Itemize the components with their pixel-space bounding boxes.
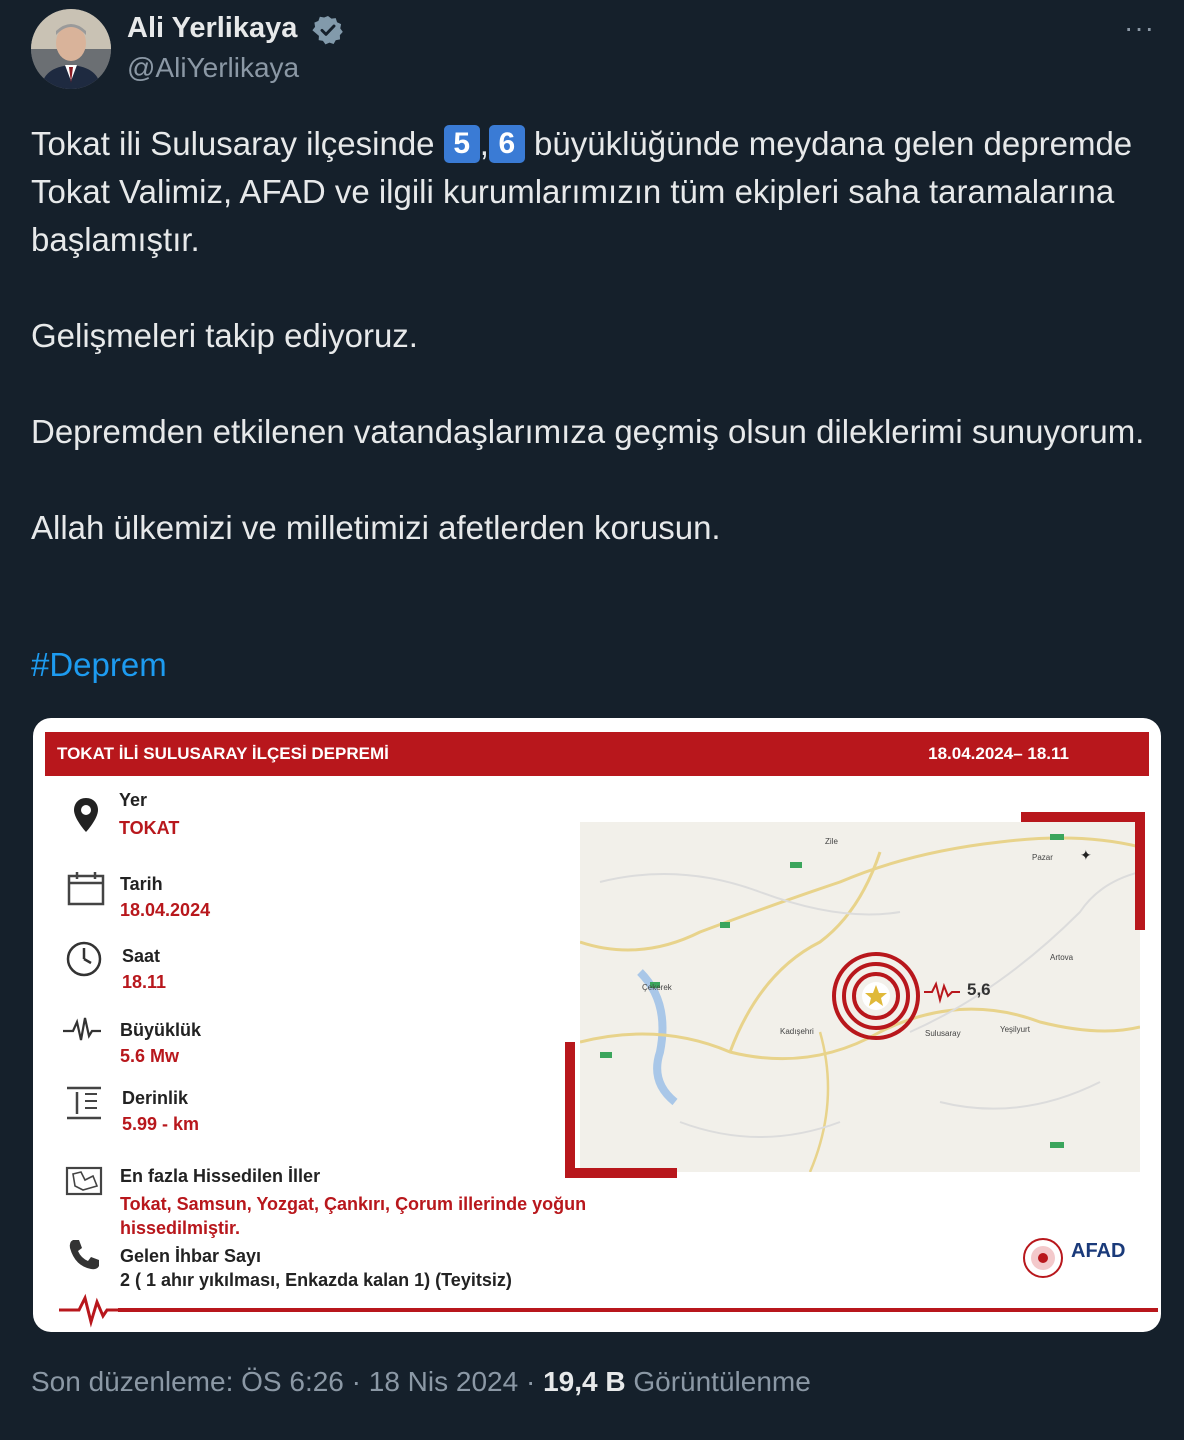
- frame-bracket-bottom-left: [565, 1042, 575, 1178]
- report-count-label: Gelen İhbar Sayı: [120, 1246, 262, 1266]
- svg-text:Kadışehri: Kadışehri: [780, 1027, 814, 1036]
- phone-icon: [63, 1234, 105, 1276]
- svg-text:Yeşilyurt: Yeşilyurt: [1000, 1025, 1030, 1034]
- frame-bracket-top-right: [1021, 812, 1145, 822]
- depth-value: 5.99 - km: [122, 1114, 200, 1134]
- magnitude-label: Büyüklük: [120, 1020, 202, 1040]
- location-label: Yer: [119, 790, 148, 810]
- time-value: 18.11: [122, 972, 167, 992]
- text-segment: ,: [479, 125, 489, 162]
- views-count[interactable]: 19,4 B: [543, 1366, 626, 1397]
- report-count-value: 2 ( 1 ahır yıkılması, Enkazda kalan 1) (Teyitsiz): [120, 1270, 512, 1290]
- keycap-6-emoji: 6: [489, 125, 525, 163]
- clock-icon: [63, 938, 105, 980]
- infographic-date: 18.04.2024– 18.11: [928, 744, 1069, 763]
- earthquake-map: [580, 822, 1140, 1172]
- infographic-title: TOKAT İLİ SULUSARAY İLÇESİ DEPREMİ: [57, 744, 389, 763]
- afad-logo-text: AFAD: [1071, 1240, 1126, 1262]
- location-value: TOKAT: [119, 818, 180, 838]
- tweet-paragraph-1: [31, 120, 1156, 264]
- footer-seismograph-icon: [59, 1292, 123, 1328]
- author-name[interactable]: Ali Yerlikaya: [127, 12, 298, 44]
- map-magnitude-label: 5,6: [967, 980, 991, 999]
- seismograph-icon: [61, 1010, 103, 1052]
- avatar[interactable]: [31, 9, 111, 89]
- edited-timestamp[interactable]: Son düzenleme: ÖS 6:26 · 18 Nis 2024 ·: [31, 1366, 544, 1397]
- svg-text:✦: ✦: [1080, 847, 1092, 863]
- frame-bracket-top-right-v: [1135, 812, 1145, 930]
- svg-text:Çekerek: Çekerek: [642, 983, 672, 992]
- location-pin-icon: [65, 794, 107, 836]
- author-handle[interactable]: @AliYerlikaya: [127, 52, 300, 83]
- magnitude-value: 5.6 Mw: [120, 1046, 180, 1066]
- svg-text:Artova: Artova: [1050, 953, 1074, 962]
- attached-image[interactable]: [33, 718, 1161, 1332]
- date-value: 18.04.2024: [120, 900, 211, 920]
- most-felt-label: En fazla Hissedilen İller: [120, 1166, 321, 1186]
- time-label: Saat: [122, 946, 161, 966]
- text-segment: Tokat ili Sulusaray ilçesinde: [31, 125, 444, 162]
- tweet-paragraph-2: Gelişmeleri takip ediyoruz.: [31, 317, 418, 354]
- tweet-paragraph-4: Allah ülkemizi ve milletimizi afetlerden korusun.: [31, 509, 721, 546]
- most-felt-value: Tokat, Samsun, Yozgat, Çankırı, Çorum illerinde yoğun hissedilmiştir.: [120, 1194, 587, 1238]
- date-label: Tarih: [120, 874, 163, 894]
- infographic-header: [45, 732, 1149, 776]
- tweet-text: [31, 120, 1156, 552]
- views-label: Görüntülenme: [625, 1366, 811, 1397]
- footer-divider: [118, 1308, 1158, 1312]
- tweet-paragraph-3: Depremden etkilenen vatandaşlarımıza geçmiş olsun dileklerimi sunuyorum.: [31, 413, 1145, 450]
- depth-label: Derinlik: [122, 1088, 189, 1108]
- calendar-icon: [65, 868, 107, 910]
- map-icon: [63, 1160, 105, 1202]
- afad-logo-icon: [1021, 1236, 1065, 1280]
- frame-bracket-bottom-left-h: [565, 1168, 677, 1178]
- more-options-icon[interactable]: ···: [1124, 12, 1155, 43]
- keycap-5-emoji: 5: [444, 125, 480, 163]
- hashtag-link[interactable]: #Deprem: [31, 646, 167, 683]
- svg-text:Sulusaray: Sulusaray: [925, 1029, 961, 1038]
- text-segment: büyüklüğünde meydana gelen depremde Tokat Valimiz, AFAD ve ilgili kurumlarımızın tüm ekipleri saha taramalarına başlamıştır.: [31, 125, 1133, 258]
- verified-badge-icon: [312, 14, 344, 46]
- tweet-meta: [31, 1366, 811, 1398]
- depth-icon: [63, 1082, 105, 1124]
- svg-text:Zile: Zile: [825, 837, 838, 846]
- svg-text:Pazar: Pazar: [1032, 853, 1053, 862]
